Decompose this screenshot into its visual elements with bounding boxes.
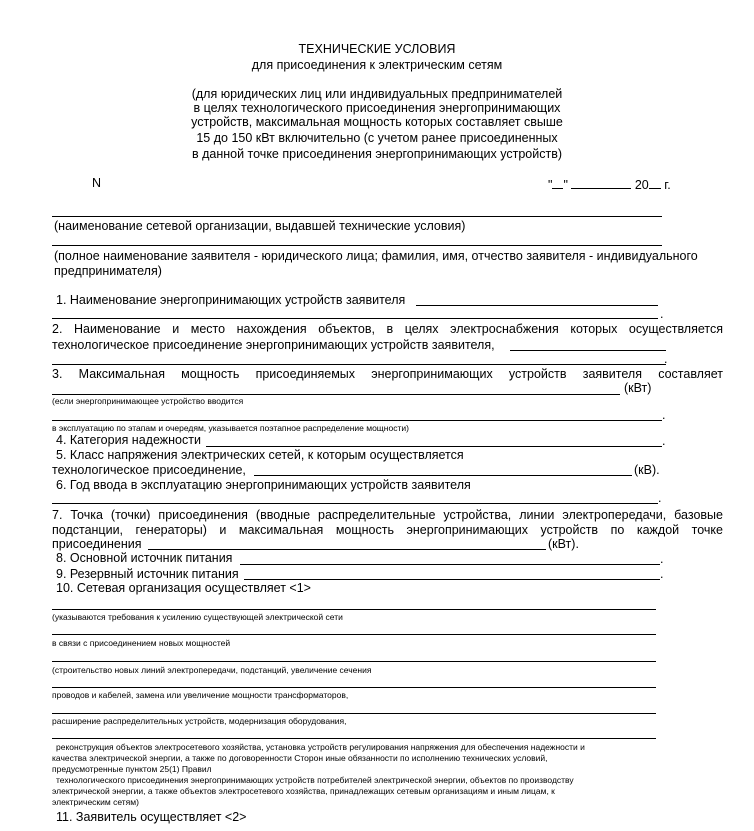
item-10-note-1: (указываются требования к усилению существующей электрической сети	[52, 612, 343, 622]
item-7-line-2: подстанции, генераторы) и максимальная мощность энергопринимающих устройств по каждой точке	[52, 523, 723, 537]
item-10-blank-1[interactable]	[52, 609, 656, 610]
item-4-label: 4. Категория надежности	[56, 433, 201, 447]
date-line	[548, 176, 671, 193]
item-7-line-1: 7. Точка (точки) присоединения (вводные распределительные устройства, линии электропередачи, базовые	[52, 508, 723, 522]
item-8-blank[interactable]	[240, 564, 660, 565]
item-10-para-5: электрической энергии, а также объектов электросетевого хозяйства, принадлежащих сетевым организациям и иным лицам, к	[52, 786, 555, 796]
item-4-dot: .	[662, 434, 666, 448]
document-title: ТЕХНИЧЕСКИЕ УСЛОВИЯ	[298, 42, 456, 56]
item-10-para-1: реконструкция объектов электросетевого хозяйства, установка устройств регулирования напряжения для обеспечения надежности и	[56, 742, 585, 752]
scope-line-2: в целях технологического присоединения энергопринимающих	[193, 101, 561, 115]
scope-line-1: (для юридических лиц или индивидуальных предпринимателей	[191, 87, 563, 101]
applicant-note-2: предпринимателя)	[54, 264, 162, 278]
item-9-dot: .	[660, 567, 664, 581]
item-1-dot: .	[660, 307, 664, 321]
item-10-note-2: в связи с присоединением новых мощностей	[52, 638, 231, 648]
item-3-dot: .	[662, 408, 666, 422]
item-4-blank[interactable]	[206, 446, 662, 447]
scope-line-3: устройств, максимальная мощность которых составляет свыше	[191, 115, 563, 129]
item-1-blank-a[interactable]	[416, 305, 658, 306]
item-10-note-3: (строительство новых линий электропередачи, подстанций, увеличение сечения	[52, 665, 372, 675]
item-8-dot: .	[660, 552, 664, 566]
item-2-blank-b[interactable]	[52, 364, 666, 365]
item-3-blank-a[interactable]	[52, 394, 620, 395]
item-3-blank-b[interactable]	[52, 420, 662, 421]
date-year-prefix: 20	[634, 178, 649, 192]
item-5-line-1: 5. Класс напряжения электрических сетей, к которым осуществляется	[56, 448, 464, 462]
item-3-line-1: 3. Максимальная мощность присоединяемых энергопринимающих устройств заявителя составляет	[52, 367, 723, 381]
item-10-note-5: расширение распределительных устройств, модернизация оборудования,	[52, 716, 347, 726]
date-month-blank[interactable]	[571, 176, 631, 189]
item-3-unit: (кВт)	[624, 381, 652, 395]
item-1-label: 1. Наименование энергопринимающих устройств заявителя	[56, 293, 406, 307]
network-org-note: (наименование сетевой организации, выдавшей технические условия)	[54, 219, 466, 233]
item-7-unit: (кВт).	[548, 537, 579, 551]
item-2-line-1: 2. Наименование и место нахождения объектов, в целях электроснабжения которых осуществляется	[52, 322, 723, 336]
item-6-label: 6. Год ввода в эксплуатацию энергопринимающих устройств заявителя	[56, 478, 471, 492]
item-10-blank-2[interactable]	[52, 634, 656, 635]
item-5-line-2: технологическое присоединение,	[52, 463, 246, 477]
scope-line-4: 15 до 150 кВт включительно (с учетом ранее присоединенных	[196, 131, 558, 145]
item-10-blank-4[interactable]	[52, 687, 656, 688]
item-10-para-3: предусмотренные пунктом 25(1) Правил	[52, 764, 212, 774]
applicant-blank[interactable]	[52, 245, 662, 246]
item-8-label: 8. Основной источник питания	[56, 551, 233, 565]
item-10-label: 10. Сетевая организация осуществляет <1>	[56, 581, 311, 595]
item-5-blank[interactable]	[254, 475, 632, 476]
item-6-dot: .	[658, 491, 662, 505]
item-10-note-4: проводов и кабелей, замена или увеличение мощности трансформаторов,	[52, 690, 349, 700]
item-10-para-6: электрическим сетям)	[52, 797, 139, 807]
item-2-blank-a[interactable]	[510, 350, 666, 351]
item-5-unit: (кВ).	[634, 463, 660, 477]
date-year-blank[interactable]	[649, 176, 661, 189]
item-10-blank-3[interactable]	[52, 661, 656, 662]
scope-line-5: в данной точке присоединения энергопринимающих устройств)	[191, 147, 563, 161]
item-7-blank[interactable]	[148, 549, 546, 550]
item-2-dot: .	[664, 352, 668, 366]
document-subtitle: для присоединения к электрическим сетям	[251, 58, 503, 72]
date-year-suffix: г.	[664, 178, 671, 192]
date-day-blank[interactable]	[552, 176, 563, 189]
item-10-blank-6[interactable]	[52, 738, 656, 739]
date-open-quote: "	[548, 178, 553, 192]
item-2-line-2: технологическое присоединение энергопринимающих устройств заявителя,	[52, 338, 495, 352]
date-close-quote: "	[563, 178, 568, 192]
item-9-blank[interactable]	[244, 579, 660, 580]
item-3-note-2: в эксплуатацию по этапам и очередям, указывается поэтапное распределение мощности)	[52, 423, 409, 433]
item-11-label: 11. Заявитель осуществляет <2>	[56, 810, 247, 824]
item-9-label: 9. Резервный источник питания	[56, 567, 239, 581]
number-label: N	[92, 176, 102, 190]
item-6-blank[interactable]	[52, 503, 658, 504]
item-10-blank-5[interactable]	[52, 713, 656, 714]
applicant-note-1: (полное наименование заявителя - юридического лица; фамилия, имя, отчество заявителя - индивидуального	[54, 249, 698, 263]
item-7-line-3: присоединения	[52, 537, 142, 551]
network-org-blank[interactable]	[52, 216, 662, 217]
item-10-para-4: технологического присоединения энергопринимающих устройств потребителей электрической энергии, объектов по производству	[56, 775, 574, 785]
item-10-para-2: качества электрической энергии, а также по договоренности Сторон иные обязанности по исполнению технических условий,	[52, 753, 548, 763]
item-3-note-1: (если энергопринимающее устройство вводится	[52, 396, 244, 406]
item-1-blank-b[interactable]	[52, 318, 658, 319]
